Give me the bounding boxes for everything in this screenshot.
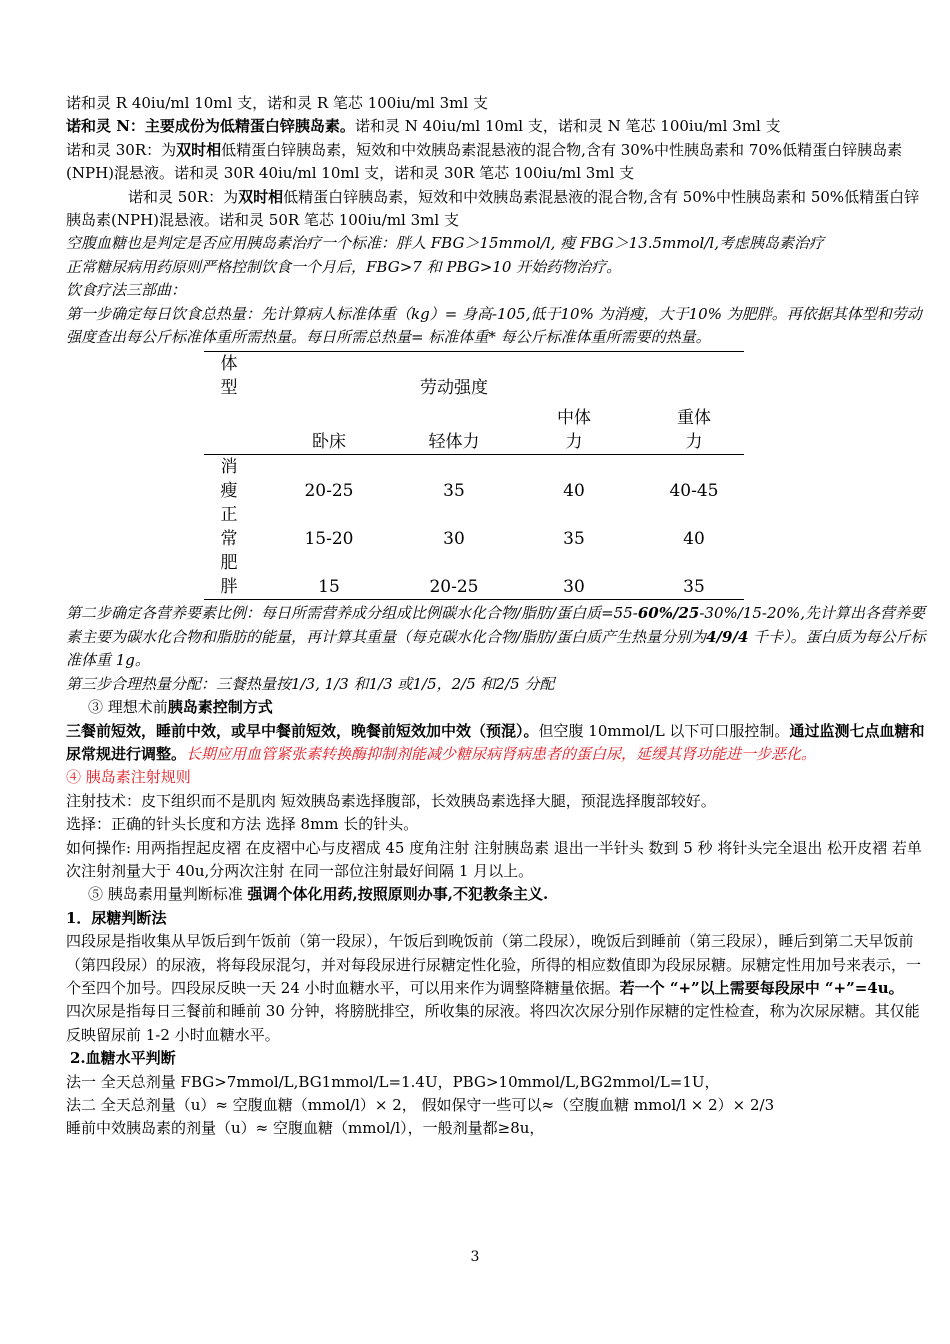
energy-table	[204, 351, 744, 600]
fasting-glucose-criterion: 空腹血糖也是判定是否应用胰岛素治疗一个标准：胖人 FBG＞15mmol/l, 瘦 FBG＞13.5mmol/l,考虑胰岛素治疗	[66, 234, 824, 253]
product-50r-b: 低精蛋白锌胰岛素，短效和中效胰岛素混悬液的混合物,含有 50%中性胰岛素和 50%低精蛋白锌胰岛素(NPH)混悬液。诺和灵 50R 笔芯 100iu/ml 3ml 支	[66, 187, 920, 230]
four-segment-urine: 四段尿是指收集从早饭后到午饭前（第一段尿），午饭后到晚饭前（第二段尿），晚饭后到睡前（第三段尿），睡后到第二天早饭前（第四段尿）的尿液，将每段尿混匀，并对每段尿进行尿糖定性化验，所得的相应数值即为段尿尿糖。尿糖定性用加号来表示，一个至四个加号。四段尿反映一天 24 小时血糖水平，可以用来作为调整降糖量依据。若一个 “+”以上需要每段尿中 “+”=4u。	[66, 932, 922, 997]
product-30r-b: 低精蛋白锌胰岛素，短效和中效胰岛素混悬液的混合物,含有 30%中性胰岛素和 70%低精蛋白锌胰岛素(NPH)混悬液。诺和灵 30R 40iu/ml 10ml 支，诺和灵 30R 笔芯 100iu/ml 3ml 支	[66, 140, 903, 183]
table-header-row	[204, 352, 744, 401]
document-page	[66, 92, 934, 1141]
product-50r-bold: 双时相	[238, 187, 284, 206]
table-row: 肥 胖 15 20-25 30 35	[204, 551, 744, 600]
four-times-urine: 四次尿是指每日三餐前和睡前 30 分钟，将膀胱排空，所收集的尿液。将四次次尿分别作尿糖的定性检查，称为次尿尿糖。其仅能反映留尿前 1-2 小时血糖水平。	[66, 1002, 920, 1044]
section-5-heading: ⑤ 胰岛素用量判断标准 强调个体化用药,按照原则办事,不犯教条主义.	[88, 885, 549, 904]
product-line-30r	[66, 139, 934, 186]
insulin-regimen: 三餐前短效，睡前中效，或早中餐前短效，晚餐前短效加中效（预混）。但空腹 10mmol/L 以下可口服控制。通过监测七点血糖和尿常规进行调整。长期应用血管紧张素转换酶抑制剂能减少糖尿病肾病患者的蛋白尿，延缓其肾功能进一步恶化。	[66, 721, 925, 763]
injection-technique: 注射技术：皮下组织而不是肌肉 短效胰岛素选择腹部，长效胰岛素选择大腿，预混选择腹部较好。	[66, 791, 716, 810]
product-50r-a: 诺和灵 50R：为	[128, 187, 239, 206]
product-30r-a: 诺和灵 30R：为	[66, 140, 177, 159]
product-n-title: 诺和灵 N：主要成份为低精蛋白锌胰岛素。	[66, 117, 355, 136]
product-line-n	[66, 115, 934, 138]
diet-step-one: 第一步确定每日饮食总热量：先计算病人标准体重（kg）= 身高-105,低于10% 为消瘦，大于10% 为肥胖。再依据其体型和劳动强度查出每公斤标准体重所需热量。每日所需总热量= 标准体重* 每公斤标准体重所需要的热量。	[66, 304, 922, 347]
glucose-method-heading: 2.血糖水平判断	[70, 1049, 176, 1068]
section-4-heading: ④ 胰岛素注射规则	[66, 768, 191, 787]
product-n-specs: 诺和灵 N 40iu/ml 10ml 支，诺和灵 N 笔芯 100iu/ml 3ml 支	[354, 117, 781, 136]
table-row: 正 常 15-20 30 35 40	[220, 505, 705, 550]
diet-step-three: 第三步合理热量分配：三餐热量按1/3, 1/3 和1/3 或1/5，2/5 和2/5 分配	[66, 674, 555, 693]
method-two: 法二 全天总剂量（u）≈ 空腹血糖（mmol/l）× 2， 假如保守一些可以≈（空腹血糖 mmol/l × 2）× 2/3	[66, 1096, 775, 1114]
diet-step-two: 第二步确定各营养要素比例：每日所需营养成分组成比例碳水化合物/脂肪/蛋白质=55-60%/25-30%/15-20%,先计算出各营养要素主要为碳水化合物和脂肪的能量，再计算其重量（每克碳水化合物/脂肪/蛋白质产生热量分别为4/9/4 千卡）。蛋白质为每公斤标准体重 1g。	[66, 604, 926, 670]
section-3-heading: ③ 理想术前胰岛素控制方式	[88, 698, 273, 717]
needle-choice: 选择：正确的针头长度和方法 选择 8mm 长的针头。	[66, 815, 419, 834]
table-header-heavy: 重体 力	[644, 400, 744, 455]
table-header-body-type: 体 型	[204, 352, 254, 401]
table-header-medium: 中体 力	[504, 400, 644, 455]
method-one: 法一 全天总剂量 FBG>7mmol/L,BG1mmol/L=1.4U，PBG>10mmol/L,BG2mmol/L=1U，	[66, 1072, 720, 1091]
table-header-group: 劳动强度	[404, 352, 504, 401]
table-header-light: 轻体力	[404, 400, 504, 455]
table-row: 消 瘦 20-25 35 40 40-45	[220, 457, 719, 502]
product-line-50r	[66, 186, 934, 233]
bedtime-dose: 睡前中效胰岛素的剂量（u）≈ 空腹血糖（mmol/l），一般剂量都≥8u，	[66, 1119, 545, 1138]
drug-principle: 正常糖尿病用药原则严格控制饮食一个月后，FBG>7 和 PBG>10 开始药物治疗。	[66, 257, 622, 276]
injection-steps: 如何操作: 用两指捏起皮褶 在皮褶中心与皮褶成 45 度角注射 注射胰岛素 退出一半针头 数到 5 秒 将针头完全退出 松开皮褶 若单次注射剂量大于 40u,分两次注射 在同一部位注射最好间隔 1 月以上。	[66, 838, 922, 880]
urine-method-heading: 1．尿糖判断法	[66, 908, 167, 927]
table-subheader-row	[204, 400, 744, 455]
table-header-bed: 卧床	[254, 400, 404, 455]
product-line-r: 诺和灵 R 40iu/ml 10ml 支，诺和灵 R 笔芯 100iu/ml 3ml 支	[66, 94, 488, 112]
product-30r-bold: 双时相	[176, 140, 222, 159]
diet-title: 饮食疗法三部曲：	[66, 281, 187, 300]
page-number: 3	[470, 1249, 480, 1265]
